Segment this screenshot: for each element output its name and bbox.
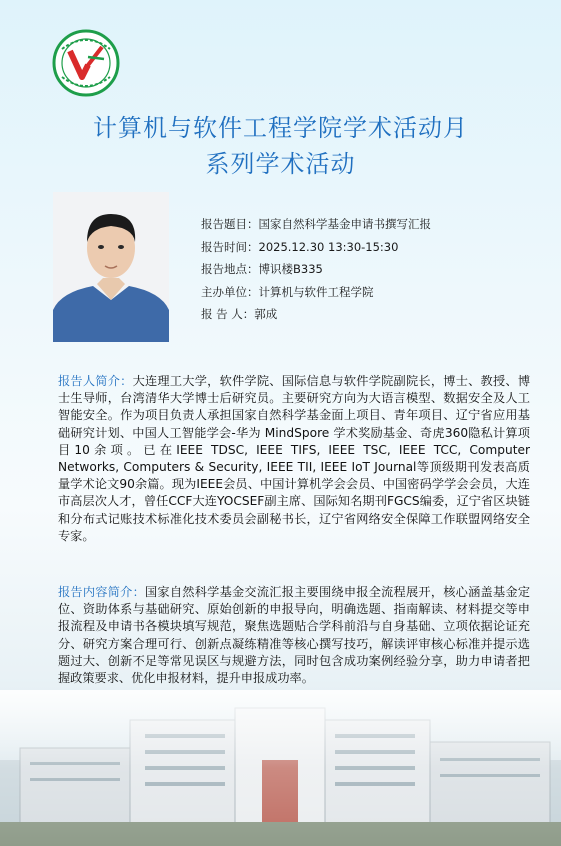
university-seal-icon: [52, 29, 120, 97]
page-subtitle: 系列学术活动: [205, 150, 356, 178]
speaker-bio-label: 报告人简介：: [58, 374, 133, 388]
campus-building-image: [0, 690, 561, 846]
event-host: 主办单位：计算机与软件工程学院: [201, 284, 374, 299]
speaker-bio-text: 大连理工大学，软件学院、国际信息与软件学院副院长，博士、教授、博士生导师，台湾清华大学博士后研究员。主要研究方向为大语言模型、数据安全及人工智能安全。作为项目负责人承担国家自然科学基金面上项目、青年项目、辽宁省应用基础研究计划、中国人工智能学会-华为 MindSpore 学术奖励基金、奇虎360隐私计算项目10余项。已在IEEE TDSC, IEEE TIFS, IEEE TSC, IEEE TCC, Computer Networks, Computers & Security, IEEE TII, IEEE IoT Journal等顶级期刊发表高质量学术论文90余篇。现为IEEE会员、中国计算机学会会员、中国密码学学会会员，大连市高层次人才，曾任CCF大连YOCSEF副主席、国际知名期刊FGCS编委，辽宁省区块链和分布式记账技术标准化技术委员会副秘书长，辽宁省网络安全保障工作联盟网络安全专家。: [58, 374, 531, 543]
event-place: 报告地点：博识楼B335: [201, 262, 323, 276]
event-topic: 报告题目：国家自然科学基金申请书撰写汇报: [201, 217, 431, 231]
event-time: 报告时间：2025.12.30 13:30-15:30: [201, 239, 399, 254]
talk-abstract-text: 国家自然科学基金交流汇报主要围绕申报全流程展开，核心涵盖基金定位、资助体系与基础研究、原始创新的申报导向，明确选题、指南解读、材料提交等申报流程及申请书各模块填写规范，聚焦选题贴合学科前沿与自身基础、立项依据论证充分、研究方案合理可行、创新点凝练精准等核心撰写技巧，解读评审核心标准并提示选题过大、创新不足等常见误区与规避方法，同时包含成功案例经验分享，助力申请者把握政策要求、优化申报材料，提升申报成功率。: [58, 585, 531, 686]
talk-abstract: [58, 584, 530, 687]
page-title: 计算机与软件工程学院学术活动月: [93, 114, 468, 142]
event-info: [201, 213, 431, 326]
speaker-bio: [58, 373, 530, 545]
event-speaker: 报 告 人：郭成: [201, 307, 278, 321]
talk-abstract-label: 报告内容简介：: [58, 585, 145, 599]
speaker-photo: [53, 192, 169, 342]
